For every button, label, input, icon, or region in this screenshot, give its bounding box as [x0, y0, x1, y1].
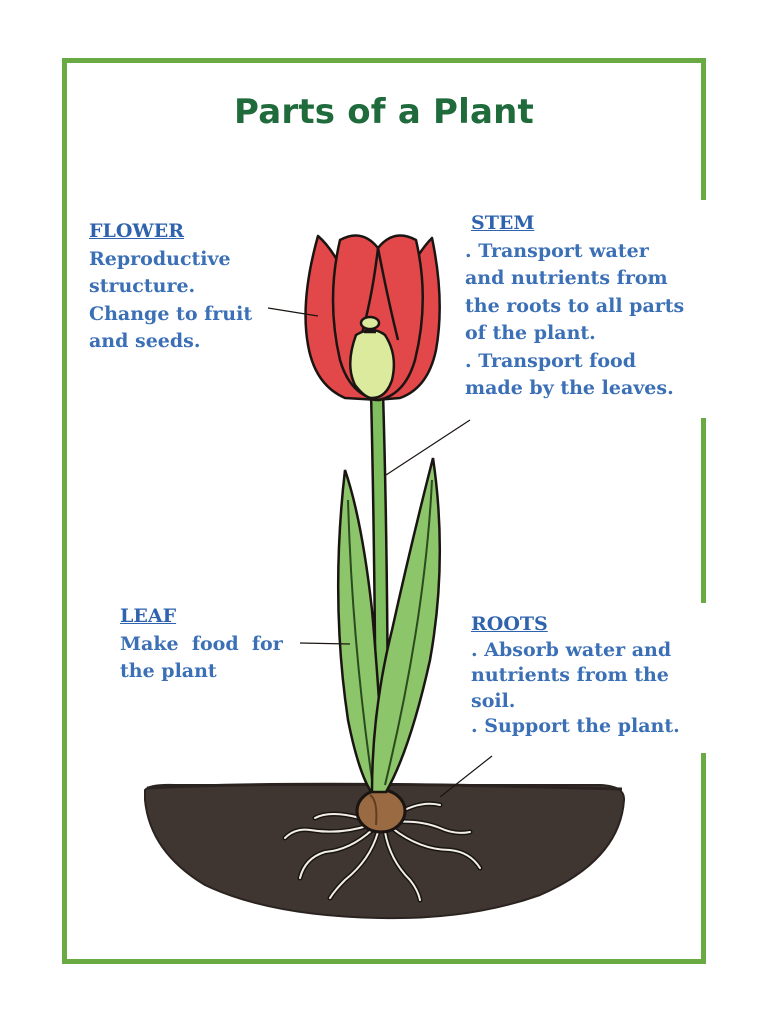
roots-label [471, 612, 680, 740]
stem-line-4: of the plant. [465, 322, 596, 344]
flower-line-1: Reproductive [89, 247, 231, 270]
leaf-line-1: Make food for [120, 632, 283, 655]
flower-heading: FLOWER [89, 220, 185, 242]
roots-line-3: soil. [471, 689, 516, 712]
roots-heading: ROOTS [471, 613, 548, 635]
stem-line-6: made by the leaves. [465, 377, 674, 399]
stem-line-3: the roots to all parts [465, 294, 685, 317]
stem-heading: STEM [471, 212, 535, 234]
roots-line-1: . Absorb water and [471, 638, 672, 661]
stem-line-5: . Transport food [465, 349, 636, 372]
page-title: Parts of a Plant [234, 92, 534, 132]
stem-pointer [386, 420, 470, 475]
flower-line-4: and seeds. [89, 330, 201, 352]
flower-label [89, 218, 252, 356]
stem-line-1: . Transport water [465, 239, 649, 262]
leaf-label [120, 603, 283, 686]
stem-label [465, 210, 684, 403]
stem-line-2: and nutrients from [465, 267, 668, 289]
roots-line-2: nutrients from the [471, 664, 669, 686]
bulb [357, 790, 405, 832]
leaf-line-2: the plant [120, 660, 217, 682]
leaf-heading: LEAF [120, 605, 177, 627]
flower-line-2: structure. [89, 275, 196, 297]
flower-line-3: Change to fruit [89, 302, 253, 325]
roots-line-4: . Support the plant. [471, 715, 680, 737]
